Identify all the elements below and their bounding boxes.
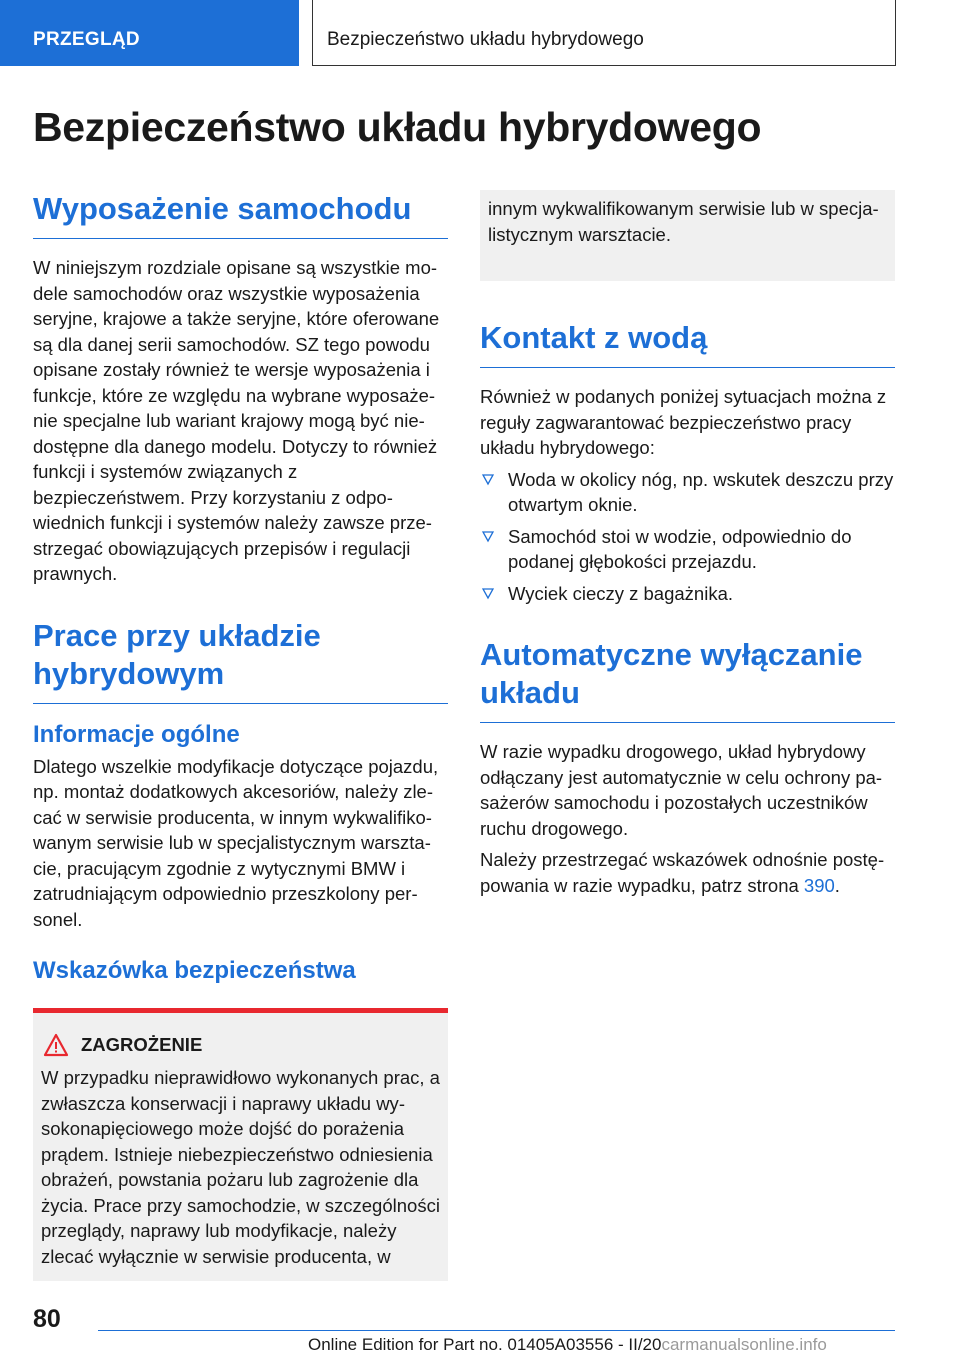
list-item: Wyciek cieczy z bagażnika. — [480, 581, 895, 607]
left-column — [33, 190, 448, 1281]
water-contact-paragraph: Również w podanych poniżej sytuacjach można z reguły zagwarantować bezpieczeństwo pracy układu hybrydowego: — [480, 386, 887, 458]
section-heading-equipment: Wyposażenie samochodu — [33, 190, 448, 239]
warning-header — [41, 1033, 440, 1057]
footer-divider — [98, 1330, 895, 1331]
subheading-general-info: Informacje ogólne — [33, 720, 240, 748]
footer-watermark: carmanualsonline.info — [661, 1335, 827, 1354]
section-heading-water-contact: Kontakt z wodą — [480, 319, 895, 368]
general-info-paragraph: Dlatego wszelkie modyfikacje dotyczące pojazdu, np. montaż dodatkowych akcesoriów, należy zlecać w serwisie producenta, w innym wykwalifikowanym serwisie lub w specjalistycznym warsztacie, pracującym zgodnie z wytycznymi BMW i zatrudniającym odpowiednio przeszkolony personel. — [33, 755, 439, 930]
warning-text: W przypadku nieprawidłowo wykonanych prac, a zwłaszcza konserwacji i naprawy układu wysokonapięciowego może dojść do porażenia prądem. Istnieje niebezpieczeństwo odniesienia obrażeń, powstania pożaru lub zagrożenie dla życia. Prace przy samochodzie, w szczególności przeglądy, naprawy lub modyfikacje, należy zlecać wyłącznie w serwisie producenta, w — [41, 1067, 440, 1267]
auto-shutdown-paragraph: W razie wypadku drogowego, układ hybrydowy odłączany jest automatycznie w celu ochrony pasażerów samochodu i pozostałych uczestników ruchu drogowego. — [480, 741, 883, 839]
equipment-paragraph: W niniejszym rozdziale opisane są wszystkie modele samochodów oraz wszystkie wyposażenia seryjne, krajowe a także seryjne, które oferowane są dla danej serii samochodów. SZ tego powodu opisane zostały również te wersje wyposażenia i funkcje, które ze względu na wybrane wyposażenie specjalne lub wariant krajowy mogą być niedostępne dla danego modelu. Dotyczy to również funkcji i systemów związanych z bezpieczeństwem. Przy korzystaniu z odpowiednich funkcji i systemów należy zawsze przestrzegać obowiązujących przepisów i regulacji prawnych. — [33, 257, 440, 584]
section-tab[interactable]: PRZEGLĄD — [0, 0, 299, 66]
warning-box-continued — [480, 190, 895, 281]
right-column — [480, 190, 895, 904]
bullet-triangle-icon — [482, 531, 494, 543]
page-reference-link[interactable]: 390 — [803, 874, 835, 896]
section-heading-auto-shutdown: Automatyczne wyłączanie układu — [480, 636, 895, 723]
page-header — [0, 0, 960, 66]
section-heading-hybrid-work: Prace przy układzie hybrydowym — [33, 617, 448, 704]
bullet-triangle-icon — [482, 588, 494, 600]
bullet-triangle-icon — [482, 474, 494, 486]
page-number: 80 — [33, 1305, 61, 1333]
footer-edition: Online Edition for Part no. 01405A03556 - II/20carmanualsonline.info — [308, 1335, 827, 1354]
warning-triangle-icon — [43, 1033, 69, 1057]
chapter-title: Bezpieczeństwo układu hybrydowego — [312, 0, 896, 66]
warning-text-continued: innym wykwalifikowanym serwisie lub w specjalistycznym warsztacie. — [488, 198, 879, 245]
page-title: Bezpieczeństwo układu hybrydowego — [33, 104, 762, 150]
list-item: Woda w okolicy nóg, np. wskutek deszczu przy otwartym oknie. — [480, 467, 895, 518]
water-contact-list — [480, 467, 895, 607]
warning-box — [33, 1008, 448, 1281]
warning-label: ZAGROŻENIE — [81, 1034, 203, 1055]
subheading-safety-note: Wskazówka bezpieczeństwa — [33, 957, 356, 984]
accident-reference-paragraph: Należy przestrzegać wskazówek odnośnie postępowania w razie wypadku, patrz strona 390. — [480, 849, 885, 896]
list-item: Samochód stoi w wodzie, odpowiednio do podanej głębokości przejazdu. — [480, 524, 895, 575]
